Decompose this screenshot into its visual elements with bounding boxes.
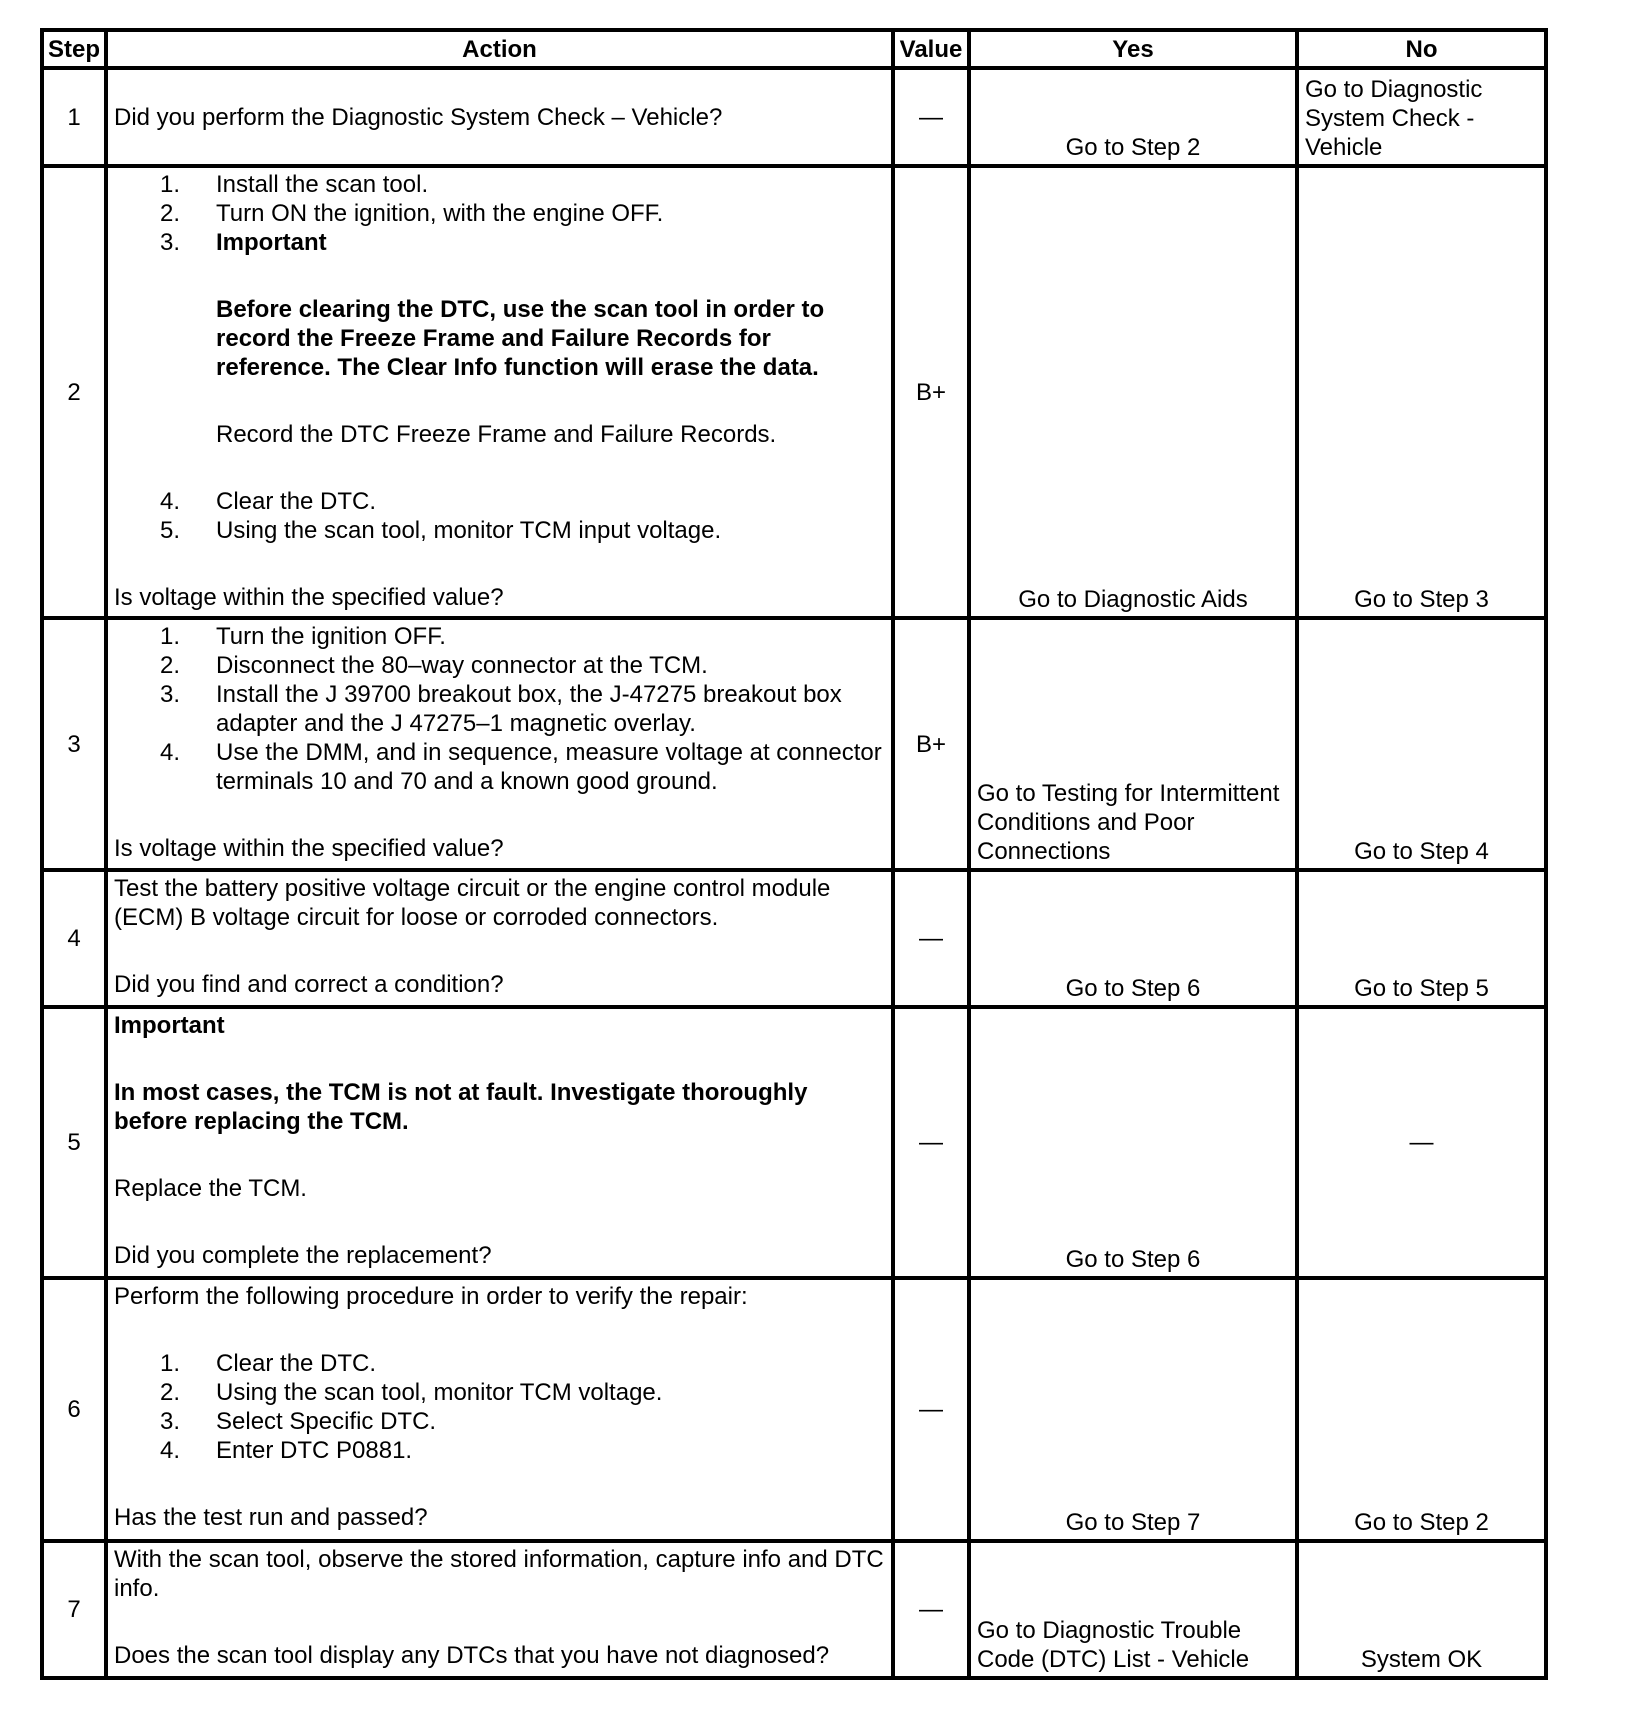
- step-number: 1: [42, 68, 106, 166]
- yes-cell: Go to Step 6: [969, 1007, 1297, 1278]
- no-cell: —: [1297, 1007, 1546, 1278]
- action-question: Did you complete the replacement?: [114, 1242, 492, 1269]
- yes-cell: Go to Diagnostic Aids: [969, 166, 1297, 618]
- table-row: [42, 1541, 1546, 1678]
- list-item: 3. Select Specific DTC.: [160, 1408, 437, 1435]
- list-item: 4. Enter DTC P0881.: [160, 1437, 413, 1464]
- list-item: 1. Install the scan tool.: [160, 171, 429, 198]
- yes-cell: Go to Step 6: [969, 870, 1297, 1007]
- header-action: Action: [106, 30, 893, 68]
- step-number: 5: [42, 1007, 106, 1278]
- action-question: Has the test run and passed?: [114, 1504, 428, 1531]
- important-text: In most cases, the TCM is not at fault. Investigate thoroughly before replacing the TCM.: [114, 1079, 808, 1135]
- no-cell: Go to Step 4: [1297, 618, 1546, 870]
- action-question: Does the scan tool display any DTCs that you have not diagnosed?: [114, 1642, 830, 1669]
- step-number: 4: [42, 870, 106, 1007]
- action-cell: [106, 1278, 893, 1541]
- value-cell: —: [893, 1541, 969, 1678]
- action-cell: [106, 618, 893, 870]
- header-row: [42, 30, 1546, 68]
- action-question: Is voltage within the specified value?: [114, 835, 504, 862]
- action-text: Perform the following procedure in order to verify the repair:: [114, 1283, 748, 1310]
- value-cell: —: [893, 1278, 969, 1541]
- important-label: Important: [216, 229, 327, 256]
- yes-cell: Go to Testing for Intermittent Conditions and Poor Connections: [969, 618, 1297, 870]
- important-text: Before clearing the DTC, use the scan tool in order to record the Freeze Frame and Failure Records for reference. The Clear Info function will erase the data.: [216, 296, 825, 381]
- no-cell: Go to Step 5: [1297, 870, 1546, 1007]
- table-row: [42, 618, 1546, 870]
- list-item: 5. Using the scan tool, monitor TCM input voltage.: [160, 517, 722, 544]
- table-row: [42, 1007, 1546, 1278]
- list-item: 3. Install the J 39700 breakout box, the J-47275 breakout box adapter and the J 47275–1 magnetic overlay.: [160, 681, 842, 737]
- action-cell: [106, 870, 893, 1007]
- header-value: Value: [893, 30, 969, 68]
- important-instruction: Record the DTC Freeze Frame and Failure Records.: [216, 421, 777, 448]
- no-cell: Go to Step 3: [1297, 166, 1546, 618]
- value-cell: B+: [893, 618, 969, 870]
- step-number: 2: [42, 166, 106, 618]
- action-text: Replace the TCM.: [114, 1175, 307, 1202]
- yes-cell: Go to Step 2: [969, 68, 1297, 166]
- list-item: 1. Turn the ignition OFF.: [160, 623, 446, 650]
- list-item: 1. Clear the DTC.: [160, 1350, 377, 1377]
- step-number: 6: [42, 1278, 106, 1541]
- procedure-list: [114, 1349, 885, 1465]
- action-text: Test the battery positive voltage circuit or the engine control module (ECM) B voltage circuit for loose or corroded connectors.: [114, 875, 831, 931]
- header-step: Step: [42, 30, 106, 68]
- list-item: 4. Use the DMM, and in sequence, measure voltage at connector terminals 10 and 70 and a known good ground.: [160, 739, 882, 795]
- action-question: Is voltage within the specified value?: [114, 584, 504, 611]
- yes-cell: Go to Diagnostic Trouble Code (DTC) List - Vehicle: [969, 1541, 1297, 1678]
- value-cell: —: [893, 68, 969, 166]
- action-cell: [106, 166, 893, 618]
- procedure-list: [114, 170, 885, 545]
- list-item: 4. Clear the DTC.: [160, 488, 377, 515]
- step-number: 7: [42, 1541, 106, 1678]
- procedure-list: [114, 622, 885, 796]
- action-question: Did you perform the Diagnostic System Check – Vehicle?: [114, 103, 723, 131]
- table-row: [42, 166, 1546, 618]
- action-cell: [106, 1007, 893, 1278]
- action-cell: [106, 68, 893, 166]
- no-cell: System OK: [1297, 1541, 1546, 1678]
- header-yes: Yes: [969, 30, 1297, 68]
- value-cell: —: [893, 1007, 969, 1278]
- step-number: 3: [42, 618, 106, 870]
- diagnostic-table: [40, 28, 1548, 1680]
- important-label: Important: [114, 1012, 225, 1039]
- value-cell: B+: [893, 166, 969, 618]
- header-no: No: [1297, 30, 1546, 68]
- action-text: With the scan tool, observe the stored information, capture info and DTC info.: [114, 1546, 884, 1602]
- table-row: [42, 870, 1546, 1007]
- no-cell: Go to Step 2: [1297, 1278, 1546, 1541]
- no-cell: Go to Diagnostic System Check - Vehicle: [1297, 68, 1546, 166]
- list-item: 2. Disconnect the 80–way connector at the TCM.: [160, 652, 708, 679]
- yes-cell: Go to Step 7: [969, 1278, 1297, 1541]
- table-row: [42, 1278, 1546, 1541]
- list-item: 3. Important Before clearing the DTC, use the scan tool in order to record the Freeze Frame and Failure Records for reference. The Clear Info function will erase the data. Record the DTC Freeze Frame and Failure Records.: [114, 228, 885, 487]
- value-cell: —: [893, 870, 969, 1007]
- action-question: Did you find and correct a condition?: [114, 971, 504, 998]
- table-row: [42, 68, 1546, 166]
- list-item: 2. Using the scan tool, monitor TCM voltage.: [160, 1379, 663, 1406]
- action-cell: [106, 1541, 893, 1678]
- list-item: 2. Turn ON the ignition, with the engine OFF.: [160, 200, 664, 227]
